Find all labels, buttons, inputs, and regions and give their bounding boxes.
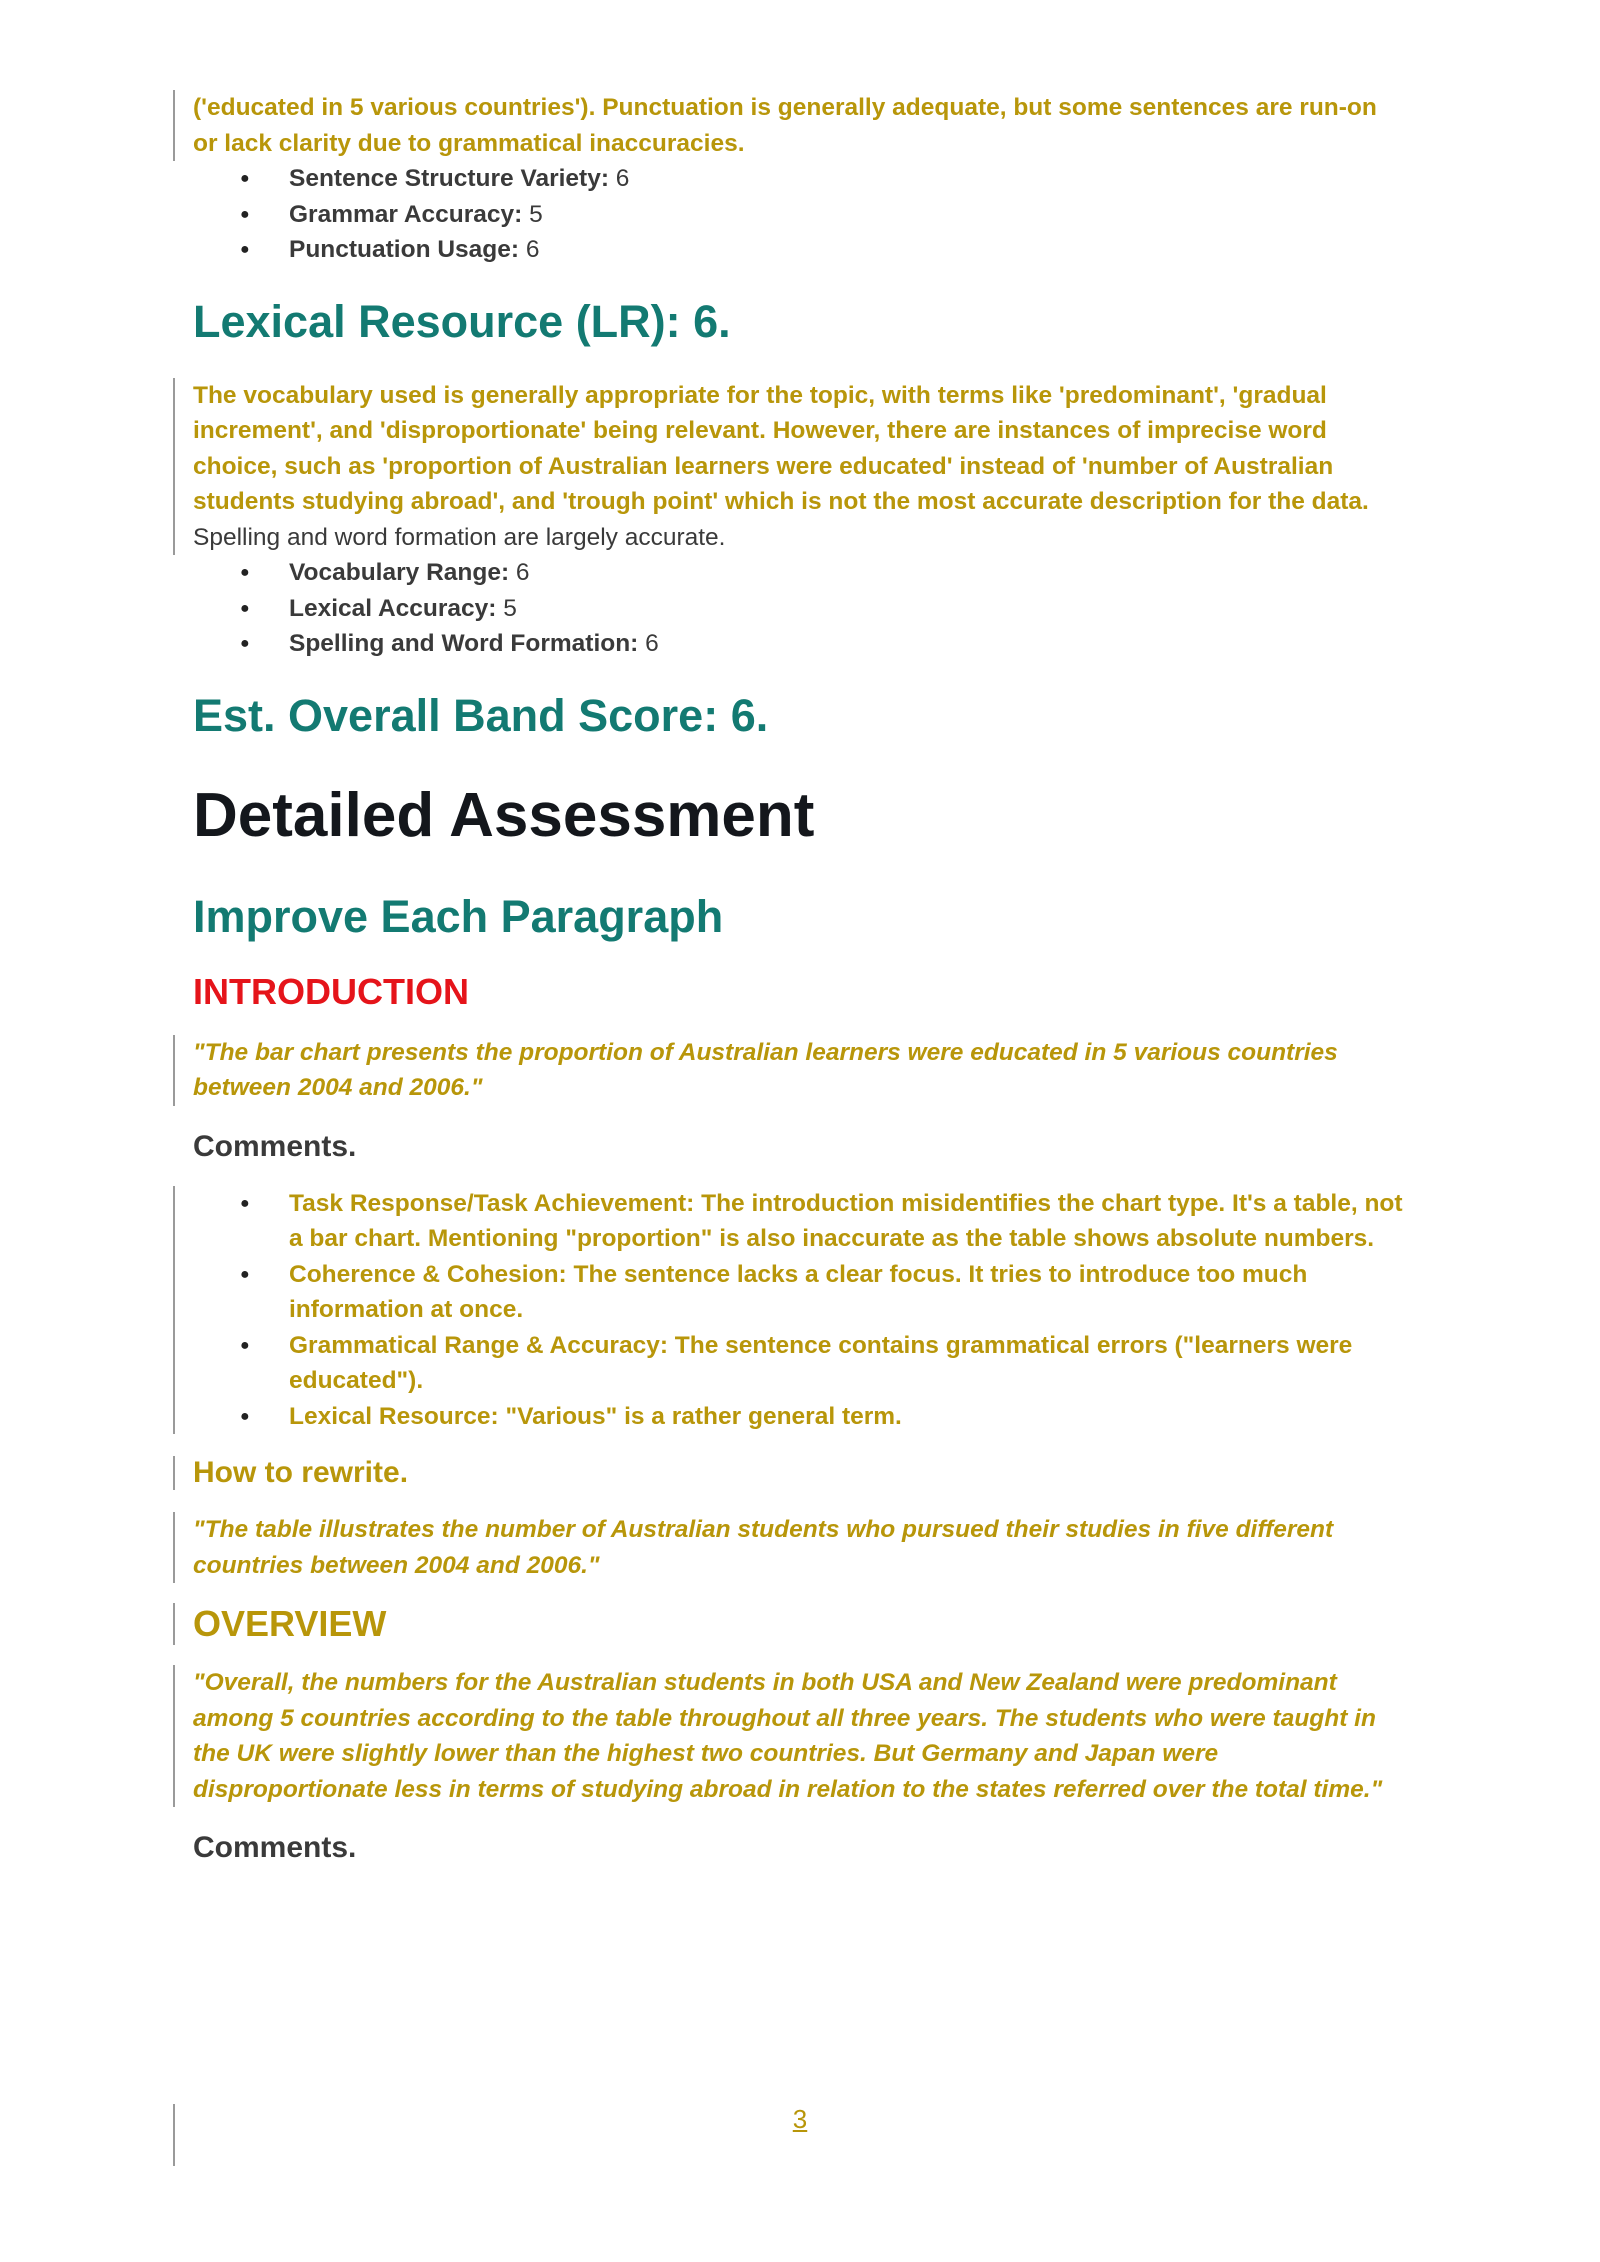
improve-paragraph-heading: Improve Each Paragraph	[193, 890, 724, 942]
list-item: ● Sentence Structure Variety: 6	[193, 161, 1403, 197]
document-page	[193, 90, 1403, 1865]
lr-paragraph-block	[173, 378, 1403, 556]
overview-quote-block	[173, 1665, 1403, 1807]
intro-rewrite-block	[173, 1512, 1403, 1583]
lr-heading: Lexical Resource (LR): 6.	[193, 295, 731, 347]
list-item: ● Lexical Resource: "Various" is a rather general term.	[193, 1399, 1403, 1435]
intro-quote: "The bar chart presents the proportion of Australian learners were educated in 5 various countries between 2004 and 2006."	[193, 1038, 1338, 1101]
overview-heading-block	[173, 1603, 1403, 1645]
gr-continuation-block	[173, 90, 1403, 161]
lr-score-list	[193, 555, 1403, 662]
intro-comments-block	[173, 1186, 1403, 1435]
overview-comments-label: Comments.	[193, 1831, 357, 1864]
list-item: ● Spelling and Word Formation: 6	[193, 626, 1403, 662]
list-item: ● Grammar Accuracy: 5	[193, 197, 1403, 233]
overview-heading: OVERVIEW	[193, 1603, 387, 1644]
intro-comments-label: Comments.	[193, 1129, 357, 1163]
gr-continuation-text: ('educated in 5 various countries'). Punctuation is generally adequate, but some sentences are run-on or lack clarity due to grammatical inaccuracies.	[193, 94, 1377, 157]
introduction-heading: INTRODUCTION	[193, 970, 469, 1012]
overview-quote: "Overall, the numbers for the Australian students in both USA and New Zealand were predominant among 5 countries according to the table throughout all three years. The students who were taught in the UK were slightly lower than the highest two countries. But Germany and Japan were disproportionate less in terms of studying abroad in relation to the states referred over the total time."	[193, 1669, 1383, 1803]
intro-rewrite-label: How to rewrite.	[193, 1456, 409, 1489]
intro-quote-block	[173, 1035, 1403, 1106]
list-item: ● Coherence & Cohesion: The sentence lacks a clear focus. It tries to introduce too much information at once.	[193, 1257, 1403, 1328]
list-item: ● Lexical Accuracy: 5	[193, 591, 1403, 627]
page-number: 3	[792, 2104, 808, 2134]
lr-paragraph: The vocabulary used is generally appropriate for the topic, with terms like 'predominant', 'gradual increment', and 'disproportionate' being relevant. However, there are instances of imprecise word choice, such as 'proportion of Australian learners were educated' instead of 'number of Australian students studying abroad', and 'trough point' which is not the most accurate description for the data. Spelling and word formation are largely accurate.	[193, 381, 1369, 551]
detailed-assessment-title: Detailed Assessment	[193, 780, 815, 850]
gr-score-list	[193, 161, 1403, 268]
intro-comment-list	[193, 1186, 1403, 1435]
overall-score-heading: Est. Overall Band Score: 6.	[193, 689, 769, 741]
list-item: ● Punctuation Usage: 6	[193, 232, 1403, 268]
intro-rewrite-label-block	[173, 1456, 1403, 1490]
list-item: ● Vocabulary Range: 6	[193, 555, 1403, 591]
list-item: ● Task Response/Task Achievement: The introduction misidentifies the chart type. It's a table, not a bar chart. Mentioning "proportion" is also inaccurate as the table shows absolute numbers.	[193, 1186, 1403, 1257]
list-item: ● Grammatical Range & Accuracy: The sentence contains grammatical errors ("learners were educated").	[193, 1328, 1403, 1399]
intro-rewrite-text: "The table illustrates the number of Australian students who pursued their studies in five different countries between 2004 and 2006."	[193, 1516, 1334, 1579]
